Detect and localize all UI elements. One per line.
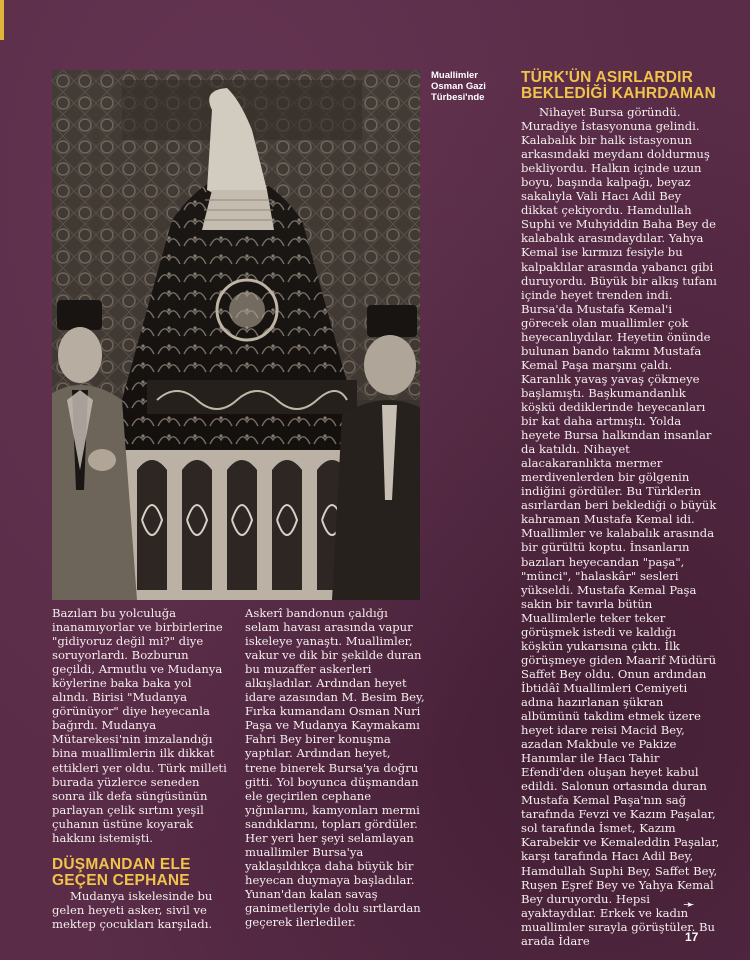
photo-caption: Muallimler Osman Gazi Türbesi'nde — [431, 70, 486, 103]
column-left — [52, 606, 228, 931]
photo-illustration — [52, 70, 420, 600]
column-right — [521, 70, 721, 948]
section-heading-hero: TÜRK'ÜN ASIRLARDIR BEKLEDİĞİ KAHRDAMAN — [521, 69, 716, 102]
paragraph-intro: Bazıları bu yolculuğa inanamıyorlar ve birbirlerine "gidiyoruz değil mi?" diye soruyorlardı. Bozburun geçildi, Armutlu ve Mudanya köylerine baka baka yol alındı. Birisi "Mudanya görünüyor" diye heyecanla bağırdı. Mudanya Mütarekesi'nin imzalandığı bina muallimlerin ilk dikkat ettikleri yer oldu. Türk milleti burada yüzlerce seneden sonra ilk defa süngüsünün parlayan çelik sırtını yeşil çuhanın üstüne koyarak hakkını istemişti. — [52, 606, 227, 845]
paragraph-middle: Askerî bandonun çaldığı selam havası arasında vapur iskeleye yanaştı. Muallimler, vakur ve dik bir şekilde duran bu muzaffer askerleri alkışladılar. Ardından heyet idare azasından M. Besim Bey, Fırka kumandanı Osman Nuri Paşa ve Mudanya Kaymakamı Fahri Bey birer konuşma yaptılar. Ardından heyet, trene binerek Bursa'ya doğru gitti. Yol boyunca düşmandan ele geçirilen cephane yığınlarını, kamyonları mermi sandıklarını, topları gördüler. Her yeri her şeyi selamlayan muallimler Bursa'ya yaklaşıldıkça daha büyük bir heyecan duymaya başladılar. Yunan'dan kalan savaş ganimetleriyle dolu sırtlardan geçerek ilerlediler. — [245, 606, 425, 930]
paragraph-bursa: Nihayet Bursa göründü. Muradiye İstasyonuna gelindi. Kalabalık bir halk istasyonun arkasındaki meydanı doldurmuş bekliyordu. Halkın içinde uzun boyu, başında kalpağı, beyaz sakalıyla Vali Hacı Adil Bey dikkat çekiyordu. Hamdullah Suphi ve Muhyiddin Baha Bey de kalabalık arasındaydılar. Yahya Kemal ise kırmızı fesiyle bu kalpaklılar arasında yabancı gibi duruyordu. Büyük bir alkış tufanı içinde heyet trenden indi. Bursa'da Mustafa Kemal'i görecek olan muallimler çok heyecanlıydılar. Heyetin önünde bulunan bando takımı Mustafa Kemal Paşa marşını çaldı. Karanlık yavaş yavaş çökmeye başlamıştı. Başkumandanlık köşkü dediklerinde heyecanları bir kat daha artmıştı. Yolda heyete Bursa halkından insanlar da katıldı. Nihayet alacakaranlıkta mermer merdivenlerden bir gölgenin indiğini gördüler. Bu Türklerin asırlardan beri beklediği o büyük kahraman Mustafa Kemal idi. Muallimler ve kalabalık arasında bir gürültü koptu. İnsanların bazıları heyecandan "paşa", "münci", "halaskâr" sesleri yükseldi. Mustafa Kemal Paşa sakin bir tavırla bütün Muallimlerle teker teker görüşmek istedi ve kaldığı köşkün yukarısına çıktı. İlk görüşmeye giden Maarif Müdürü Saffet Bey oldu. Onun ardından İbtidâî Muallimleri Cemiyeti adına hazırlanan şükran albümünü takdim etmek üzere heyet idare reisi Macid Bey, azadan Makbule ve Pakize Hanımlar ile Hacı Tahir Efendi'den oluşan heyet kabul edildi. Salonun ortasında duran Mustafa Kemal Paşa'nın sağ tarafında Fevzi ve Kazım Paşalar, sol tarafında İsmet, Kazım Karabekir ve Kemaleddin Paşalar, karşı tarafında Hacı Adil Bey, Hamdullah Suphi Bey, Saffet Bey, Ruşen Eşref Bey ve Yahya Kemal Bey duruyordu. Hepsi ayaktaydılar. Erkek ve kadın muallimler sırayla görüştüler. Bu arada İdare — [521, 105, 720, 948]
section-heading-ammunition: DÜŞMANDAN ELE GEÇEN CEPHANE — [52, 855, 191, 889]
corner-tab — [0, 0, 4, 40]
page-number: 17 — [685, 930, 699, 944]
paragraph-mudanya: Mudanya iskelesinde bu gelen heyeti asker, sivil ve mektep çocukları karşıladı. — [52, 888, 213, 931]
continue-arrow-icon: ➛ — [683, 897, 695, 913]
historical-photo — [52, 70, 420, 600]
column-middle — [245, 606, 425, 929]
